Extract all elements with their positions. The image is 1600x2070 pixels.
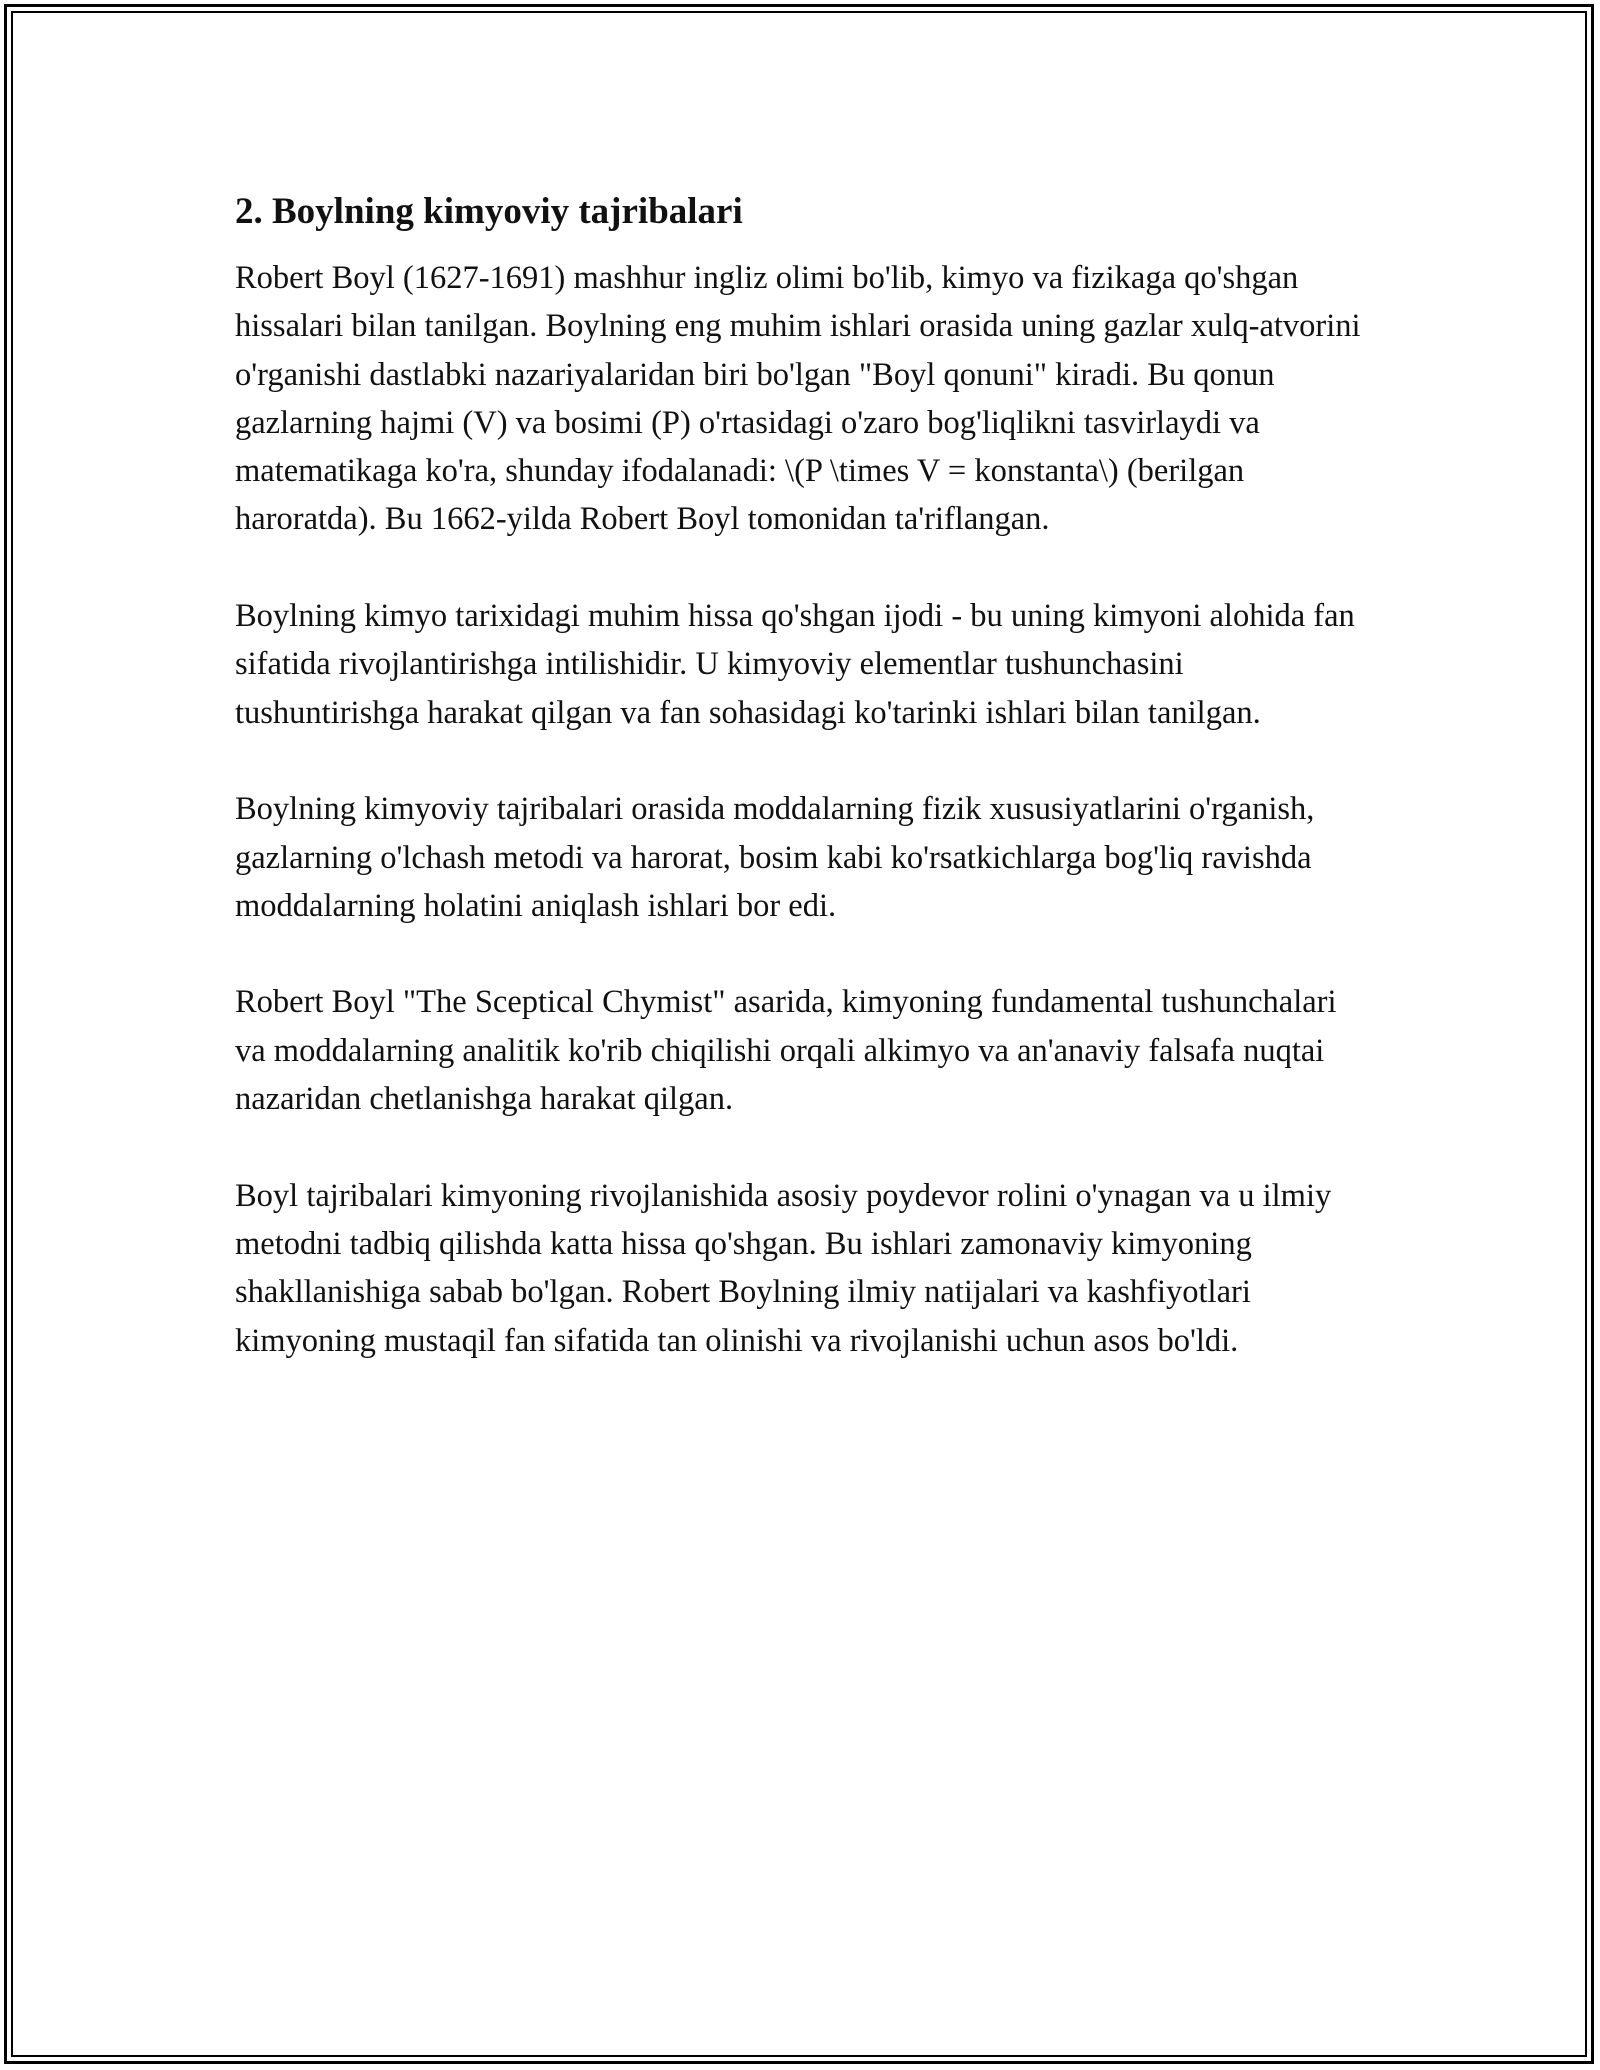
paragraph-4: Robert Boyl "The Sceptical Chymist" asarida, kimyoning fundamental tushunchalari va moddalarning analitik ko'rib chiqilishi orqali alkimyo va an'anaviy falsafa nuqtai nazaridan chetlanishga harakat qilgan. [235,984,1337,1118]
paragraph-3: Boylning kimyoviy tajribalari orasida moddalarning fizik xususiyatlarini o'rganish, gazlarning o'lchash metodi va harorat, bosim kabi ko'rsatkichlarga bog'liq ravishda moddalarning holatini aniqlash ishlari bor edi. [235,791,1315,924]
paragraph-1: Robert Boyl (1627-1691) mashhur ingliz olimi bo'lib, kimyo va fizikaga qo'shgan hissalari bilan tanilgan. Boylning eng muhim ishlari orasida uning gazlar xulq-atvorini o'rganishi dastlabki nazariyalaridan biri bo'lgan "Boyl qonuni" kiradi. Bu qonun gazlarning hajmi (V) va bosimi (P) o'rtasidagi o'zaro bog'liqlikni tasvirlaydi va matematikaga ko'ra, shunday ifodalanadi: \(P \times V = konstanta\) (berilgan haroratda). Bu 1662-yilda Robert Boyl tomonidan ta'riflangan. [235,260,1361,538]
paragraph-2: Boylning kimyo tarixidagi muhim hissa qo'shgan ijodi - bu uning kimyoni alohida fan sifatida rivojlantirishga intilishidir. U kimyoviy elementlar tushunchasini tushuntirishga harakat qilgan va fan sohasidagi ko'tarinki ishlari bilan tanilgan. [235,598,1355,731]
paragraph-5: Boyl tajribalari kimyoning rivojlanishida asosiy poydevor rolini o'ynagan va u ilmiy metodni tadbiq qilishda katta hissa qo'shgan. Bu ishlari zamonaviy kimyoning shakllanishiga sabab bo'lgan. Robert Boylning ilmiy natijalari va kashfiyotlari kimyoning mustaqil fan sifatida tan olinishi va rivojlanishi uchun asos bo'ldi. [235,1177,1332,1359]
document-content [235,186,1370,1413]
section-heading: 2. Boylning kimyoviy tajribalari [235,191,743,232]
